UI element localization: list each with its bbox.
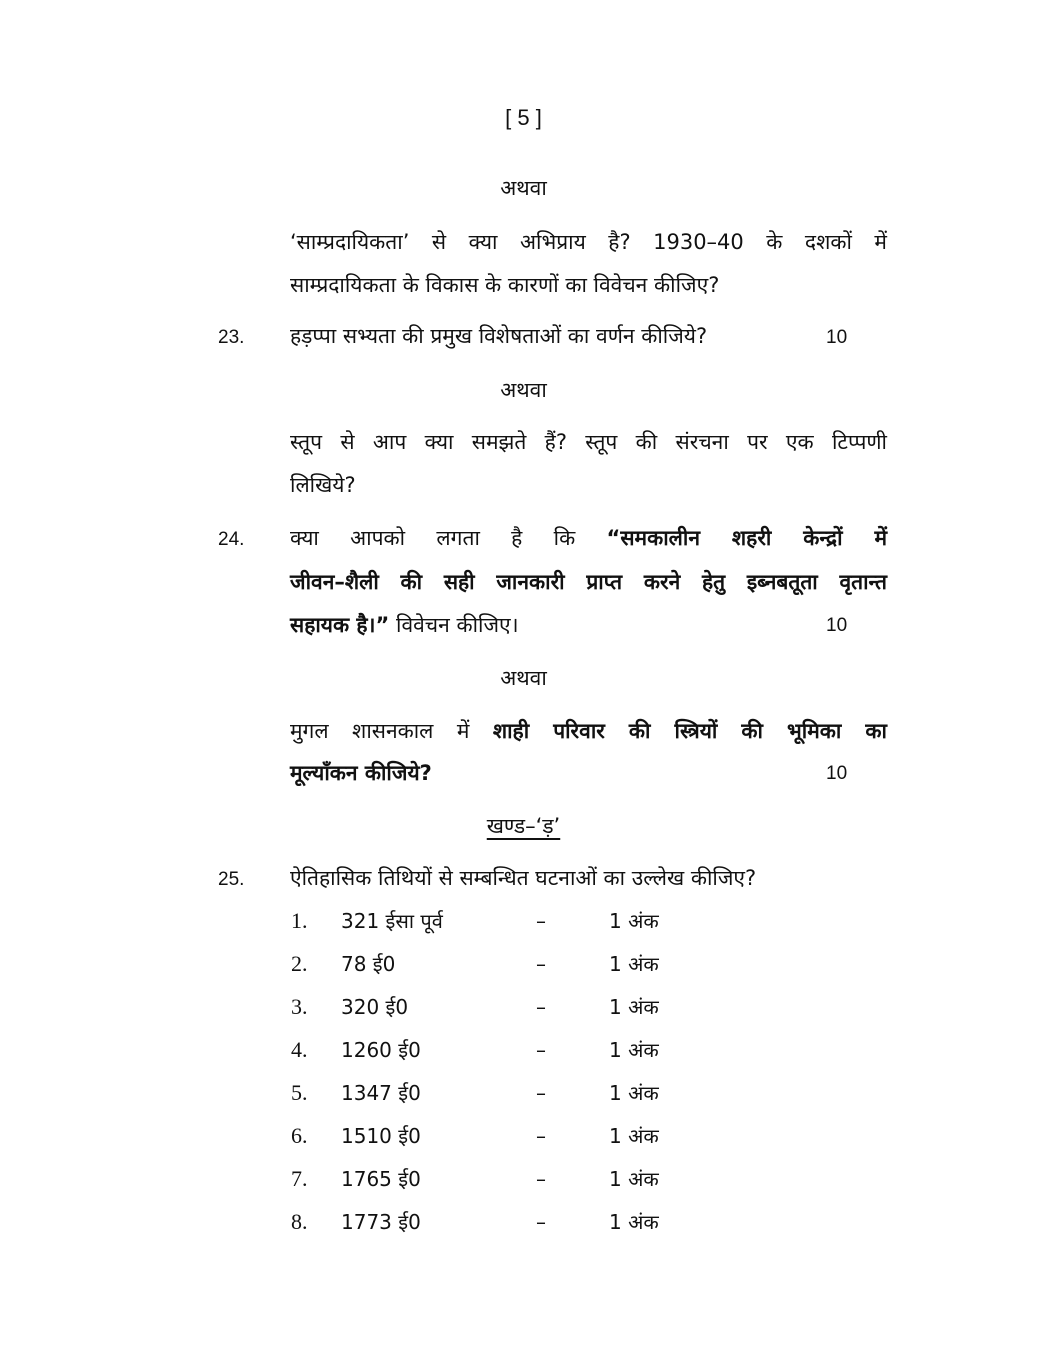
- item-index: 8.: [291, 1209, 308, 1234]
- item-date: 321 ईसा पूर्व: [341, 909, 443, 933]
- q24-alt-line-1-plain: मुगल शासनकाल में: [290, 719, 470, 743]
- item-dash: –: [536, 1210, 546, 1234]
- item-date: 78 ई0: [341, 952, 396, 976]
- item-index: 3.: [291, 994, 308, 1019]
- q24-line-3-plain: विवेचन कीजिए।: [396, 613, 519, 637]
- page-number: [ 5 ]: [505, 105, 542, 130]
- section-heading-text: खण्ड–‘ड़’: [486, 814, 561, 838]
- q23-text: हड़प्पा सभ्यता की प्रमुख विशेषताओं का वर्णन कीजिये?: [290, 324, 708, 348]
- q25-text: ऐतिहासिक तिथियों से सम्बन्धित घटनाओं का उल्लेख कीजिए?: [290, 866, 757, 890]
- item-index: 4.: [291, 1037, 308, 1062]
- item-index: 2.: [291, 951, 308, 976]
- item-dash: –: [536, 1167, 546, 1191]
- q23-alt-line-2: लिखिये?: [290, 473, 356, 497]
- q24-line-1-bold: “समकालीन शहरी केन्द्रों में: [606, 526, 887, 550]
- q24-line-3: [290, 603, 519, 647]
- item-marks: 1 अंक: [609, 1167, 659, 1191]
- q24-line-3-bold: सहायक है।”: [290, 613, 390, 637]
- q22-alt-line-2: साम्प्रदायिकता के विकास के कारणों का विवेचन कीजिए?: [290, 273, 720, 297]
- item-dash: –: [536, 995, 546, 1019]
- q24-alt-line-2: मूल्याँकन कीजिये?: [290, 761, 432, 785]
- item-marks: 1 अंक: [609, 909, 659, 933]
- item-dash: –: [536, 1081, 546, 1105]
- item-dash: –: [536, 952, 546, 976]
- section-heading: [0, 804, 1047, 848]
- q23-marks: 10: [826, 327, 848, 348]
- or-separator-q23: अथवा: [500, 378, 547, 402]
- q24-line-1-plain: क्या आपको लगता है कि: [290, 526, 576, 550]
- item-date: 1347 ई0: [341, 1081, 421, 1105]
- item-date: 320 ई0: [341, 995, 409, 1019]
- item-dash: –: [536, 909, 546, 933]
- q23-alt-line-1: स्तूप से आप क्या समझते हैं? स्तूप की संरचना पर एक टिप्पणी: [290, 430, 887, 454]
- item-marks: 1 अंक: [609, 1081, 659, 1105]
- item-marks: 1 अंक: [609, 995, 659, 1019]
- q23-number: 23.: [218, 327, 245, 348]
- item-index: 5.: [291, 1080, 308, 1105]
- item-date: 1510 ई0: [341, 1124, 421, 1148]
- q24-line-1: [290, 516, 887, 560]
- item-index: 7.: [291, 1166, 308, 1191]
- item-date: 1765 ई0: [341, 1167, 421, 1191]
- item-index: 6.: [291, 1123, 308, 1148]
- item-date: 1260 ई0: [341, 1038, 421, 1062]
- item-date: 1773 ई0: [341, 1210, 421, 1234]
- q22-alt-line-1: ‘साम्प्रदायिकता’ से क्या अभिप्राय है? 1930–40 के दशकों में: [290, 230, 887, 254]
- q25-number: 25.: [218, 869, 245, 890]
- q24-alt-marks: 10: [826, 763, 848, 784]
- item-marks: 1 अंक: [609, 1038, 659, 1062]
- item-index: 1.: [291, 908, 308, 933]
- q24-alt-line-1: [290, 709, 887, 753]
- or-separator-q24: अथवा: [500, 666, 547, 690]
- item-dash: –: [536, 1038, 546, 1062]
- q24-number: 24.: [218, 529, 245, 550]
- or-separator-q22: अथवा: [500, 176, 547, 200]
- item-marks: 1 अंक: [609, 1124, 659, 1148]
- item-marks: 1 अंक: [609, 1210, 659, 1234]
- item-dash: –: [536, 1124, 546, 1148]
- q24-alt-line-1-bold: शाही परिवार की स्त्रियों की भूमिका का: [492, 719, 887, 743]
- q24-marks: 10: [826, 615, 848, 636]
- q24-line-2: जीवन–शैली की सही जानकारी प्राप्त करने हेतु इब्नबतूता वृतान्त: [290, 570, 887, 594]
- item-marks: 1 अंक: [609, 952, 659, 976]
